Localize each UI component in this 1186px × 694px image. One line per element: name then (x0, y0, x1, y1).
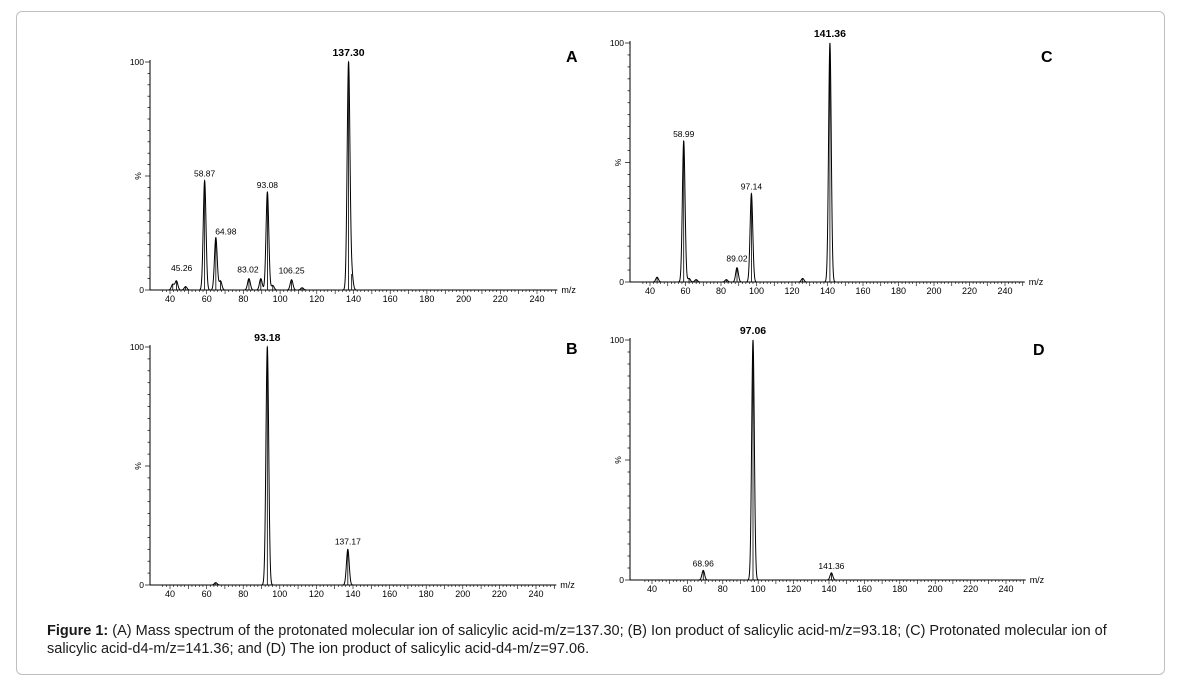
y-tick-label: 100 (129, 57, 144, 67)
peak-label: 106.25 (278, 265, 305, 276)
x-tick-label: 100 (748, 286, 765, 296)
y-tick-label: 100 (609, 335, 624, 345)
x-tick-label: 100 (272, 589, 288, 599)
x-tick-label: 200 (927, 584, 943, 594)
x-tick-label: 120 (308, 589, 324, 599)
x-tick-label: 140 (345, 294, 362, 304)
spectrum-trace (641, 43, 1023, 282)
x-tick-label: 40 (164, 294, 176, 304)
peak-label: 141.36 (818, 560, 845, 571)
x-tick-label: 240 (528, 589, 544, 599)
x-tick-label: 140 (821, 584, 837, 594)
x-tick-label: 160 (382, 589, 398, 599)
x-tick-label: 220 (492, 294, 508, 304)
x-tick-label: 160 (856, 584, 872, 594)
peak-label: 93.08 (256, 179, 279, 190)
peak-label: 137.17 (334, 536, 361, 547)
y-tick-label: 0 (619, 575, 624, 585)
y-tick-label: 0 (139, 580, 144, 590)
x-tick-label: 60 (201, 589, 212, 599)
x-tick-label: 40 (644, 286, 656, 296)
x-tick-label: 220 (963, 584, 979, 594)
spectrum-trace (161, 347, 554, 585)
x-tick-label: 80 (238, 589, 249, 599)
x-tick-label: 60 (201, 294, 212, 304)
x-tick-label: 60 (682, 584, 693, 594)
panel-letter: C (1041, 49, 1053, 66)
y-axis-label: % (133, 172, 143, 180)
x-tick-label: 120 (784, 286, 800, 296)
x-axis-label: m/z (561, 285, 576, 295)
x-tick-label: 160 (855, 286, 871, 296)
peak-label: 93.18 (254, 332, 281, 344)
peak-label: 141.36 (813, 28, 846, 40)
y-tick-label: 0 (619, 277, 624, 287)
peak-label: 97.06 (739, 325, 767, 337)
x-tick-label: 200 (455, 589, 471, 599)
y-tick-label: 0 (139, 285, 144, 295)
x-tick-label: 100 (272, 294, 288, 304)
panel-letter: D (1033, 342, 1045, 359)
panel-d (610, 325, 1045, 594)
x-tick-label: 180 (892, 584, 908, 594)
x-tick-label: 120 (786, 584, 802, 594)
x-tick-label: 220 (491, 589, 507, 599)
x-tick-label: 200 (926, 286, 942, 296)
x-tick-label: 220 (961, 286, 978, 296)
panel-a (130, 47, 578, 304)
x-axis-label: m/z (1028, 277, 1044, 287)
y-tick-label: 100 (609, 38, 624, 48)
peak-label: 68.96 (692, 558, 714, 569)
x-tick-label: 240 (529, 294, 545, 304)
peak-label: 45.26 (171, 262, 193, 273)
peak-label: 97.14 (740, 181, 763, 192)
spectrum-trace (161, 62, 556, 290)
y-tick-label: 100 (129, 342, 144, 352)
x-axis-label: m/z (560, 580, 575, 590)
x-tick-label: 240 (998, 584, 1014, 594)
x-tick-label: 180 (418, 589, 434, 599)
caption-text: (A) Mass spectrum of the protonated molecular ion of salicylic acid-m/z=137.30; (B) Ion product of salicylic acid-m/z=93.18; (C) Protonated molecular ion of salicylic acid-d4-m/z=141.36; and (D) The ion product of salicylic acid-d4-m/z=97.06. (47, 623, 1107, 657)
y-axis-label: % (133, 462, 143, 470)
x-tick-label: 240 (997, 286, 1013, 296)
x-tick-label: 140 (345, 589, 361, 599)
x-tick-label: 160 (382, 294, 398, 304)
y-axis-label: % (613, 158, 623, 167)
x-tick-label: 40 (164, 589, 176, 599)
figure-caption (47, 622, 1147, 658)
peak-label: 89.02 (726, 253, 748, 264)
peak-label: 83.02 (237, 264, 259, 275)
panel-b (130, 332, 578, 599)
x-axis-label: m/z (1029, 575, 1045, 585)
x-tick-label: 80 (715, 286, 727, 296)
x-tick-label: 80 (238, 294, 249, 304)
y-axis-label: % (613, 456, 623, 464)
x-tick-label: 140 (819, 286, 836, 296)
peak-label: 64.98 (215, 226, 237, 237)
caption-label: Figure 1: (47, 623, 109, 639)
panel-letter: B (566, 341, 578, 358)
spectrum-trace (643, 340, 1024, 580)
x-tick-label: 80 (717, 584, 728, 594)
x-tick-label: 100 (750, 584, 766, 594)
x-tick-label: 180 (890, 286, 907, 296)
x-tick-label: 180 (419, 294, 435, 304)
panel-letter: A (566, 49, 578, 66)
peak-label: 58.99 (673, 128, 695, 139)
x-tick-label: 60 (680, 286, 691, 296)
peak-label: 137.30 (332, 47, 365, 59)
x-tick-label: 120 (309, 294, 325, 304)
x-tick-label: 40 (646, 584, 658, 594)
peak-label: 58.87 (193, 168, 216, 179)
panel-c (610, 28, 1053, 296)
x-tick-label: 200 (456, 294, 472, 304)
